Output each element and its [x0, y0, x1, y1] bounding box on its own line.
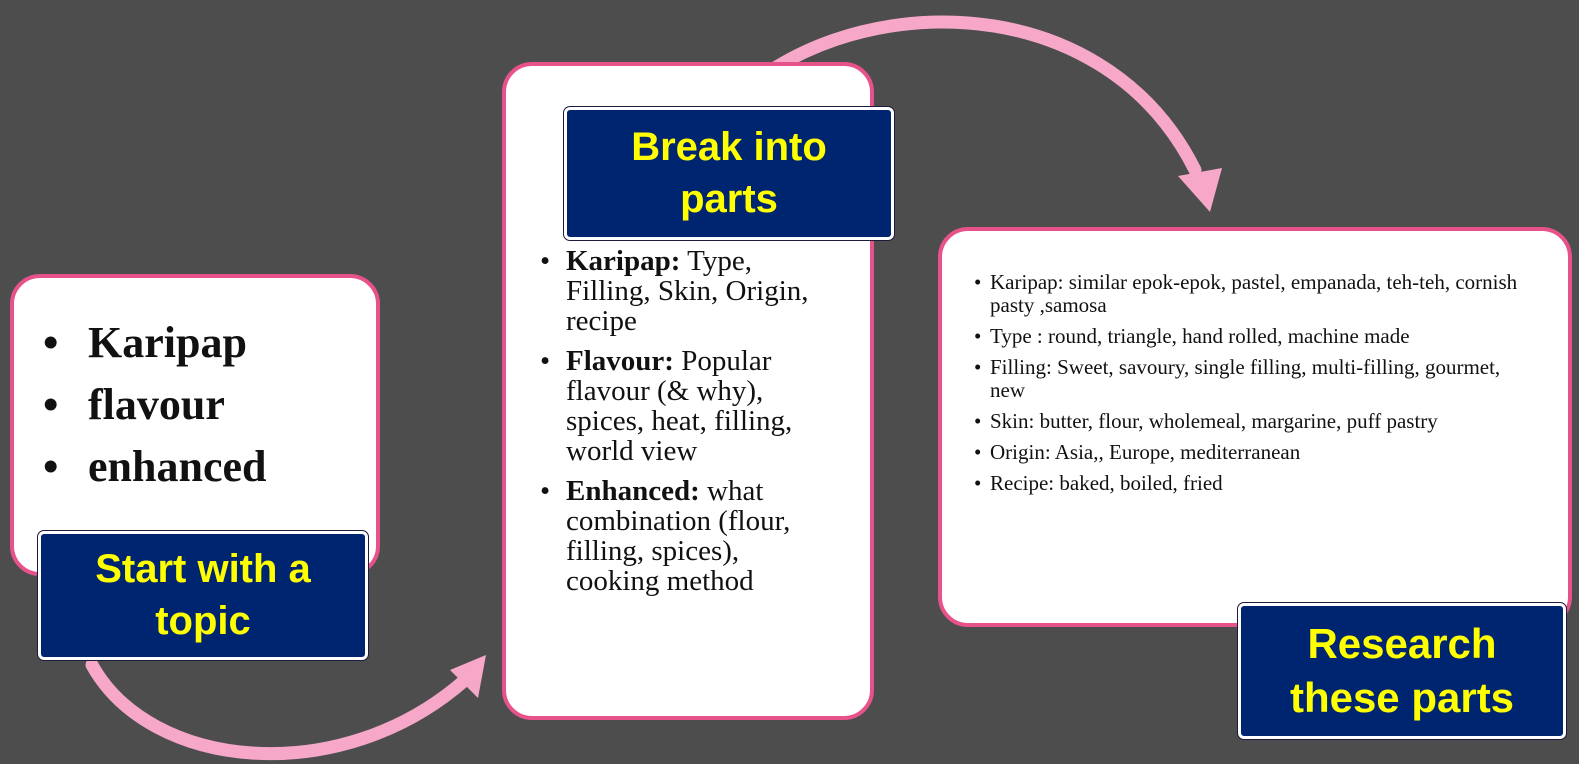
research-parts-label — [1238, 603, 1566, 739]
research-item: • Filling: Sweet, savoury, single filling, multi-filling, gourmet, new — [974, 356, 1534, 402]
parts-item-key: Enhanced: — [566, 475, 700, 507]
parts-item-key: Flavour: — [566, 345, 674, 377]
parts-item-text: Type, Filling, Skin, Origin, recipe — [566, 245, 809, 337]
research-card — [938, 227, 1572, 627]
break-parts-label-line1: Break into — [631, 125, 827, 170]
parts-item-text: Popular flavour (& why), spices, heat, filling, world view — [566, 345, 793, 467]
research-label-line1: Research — [1307, 620, 1497, 668]
topic-list — [28, 312, 266, 498]
parts-list — [536, 246, 836, 606]
parts-item — [536, 246, 836, 336]
arrow-topic-to-parts — [92, 665, 465, 754]
start-topic-label-line1: Start with a — [95, 547, 311, 592]
break-parts-label-line2: parts — [680, 176, 778, 221]
research-item: • Skin: butter, flour, wholemeal, margarine, puff pastry — [974, 410, 1534, 433]
parts-item-text: what combination (flour, filling, spices), cooking method — [566, 475, 791, 597]
research-item: • Origin: Asia,, Europe, mediterranean — [974, 441, 1534, 464]
research-label-line2: these parts — [1289, 674, 1515, 721]
start-topic-label-line2: topic — [155, 598, 251, 643]
research-item: • Karipap: similar epok-epok, pastel, empanada, teh-teh, cornish pasty ,samosa — [974, 271, 1534, 317]
topic-item: • Karipap — [28, 312, 266, 374]
parts-item — [536, 476, 836, 596]
research-item: • Recipe: baked, boiled, fried — [974, 472, 1534, 495]
research-list — [974, 271, 1534, 503]
topic-item: • enhanced — [28, 436, 266, 498]
start-topic-label — [38, 531, 368, 660]
parts-item-key: Karipap: — [566, 245, 681, 277]
break-parts-label — [564, 107, 894, 240]
topic-item: • flavour — [28, 374, 266, 436]
arrow-head-research — [1178, 168, 1222, 212]
parts-item — [536, 346, 836, 466]
research-item: • Type : round, triangle, hand rolled, machine made — [974, 325, 1534, 348]
